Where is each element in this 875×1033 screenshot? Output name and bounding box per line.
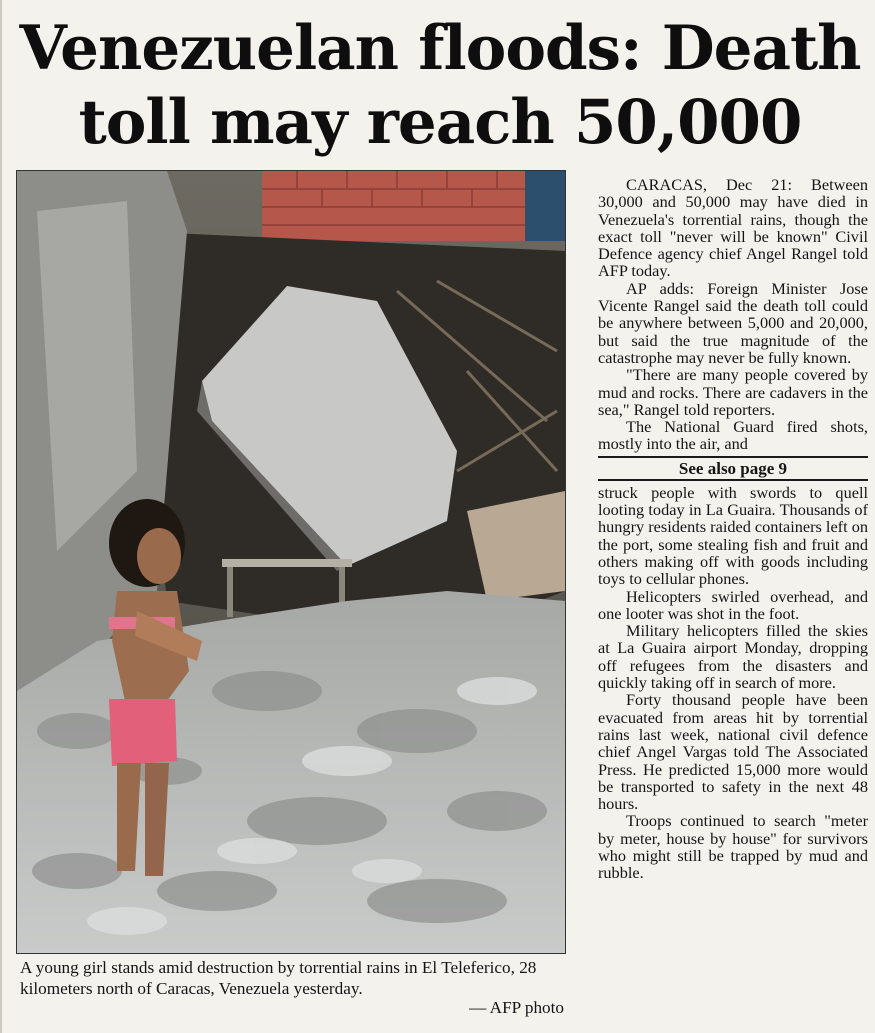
article-paragraph: Military helicopters filled the skies at La Guaira airport Monday, dropping off refugees from the disasters and quickly taking off in search of more. — [598, 621, 868, 693]
headline-line-2: toll may reach 50,000 — [78, 87, 802, 158]
article-paragraph: Troops continued to search "meter by meter, house by house" for survivors who might still be trapped by mud and rubble. — [598, 811, 868, 883]
article-paragraph: The National Guard fired shots, mostly into the air, and — [598, 417, 868, 454]
article-paragraph: AP adds: Foreign Minister Jose Vicente Rangel said the death toll could be anywhere between 5,000 and 20,000, but said the true magnitude of the catastrophe may never be fully known. — [598, 278, 868, 367]
photo-illustration — [17, 171, 565, 953]
see-also-reference: See also page 9 — [598, 456, 868, 481]
headline — [16, 12, 864, 160]
photo-caption: A young girl stands amid destruction by torrential rains in El Teleferico, 28 kilometers north of Caracas, Venezuela yesterday. — [20, 958, 537, 998]
photo-credit: — AFP photo — [469, 998, 564, 1017]
article-paragraph: "There are many people covered by mud and rocks. There are cadavers in the sea," Rangel told reporters. — [598, 365, 868, 419]
article-paragraph: Forty thousand people have been evacuated from areas hit by torrential rains last week, national civil defence chief Angel Vargas told The Associated Press. He predicted 15,000 more would be transported to safety in the next 48 hours. — [598, 690, 868, 814]
article-paragraph: Helicopters swirled overhead, and one looter was shot in the foot. — [598, 586, 868, 623]
headline-line-1: Venezuelan floods: Death — [19, 13, 861, 84]
article-body — [598, 176, 868, 882]
news-photo — [16, 170, 566, 954]
article-paragraph: CARACAS, Dec 21: Between 30,000 and 50,000 may have died in Venezuela's torrential rains, though the exact toll "never will be known" Civil Defence agency chief Angel Rangel told AFP today. — [598, 175, 868, 281]
article-paragraph: struck people with swords to quell looting today in La Guaira. Thousands of hungry residents raided containers left on the port, some stealing fish and fruit and others making off with goods including toys to cellular phones. — [598, 482, 868, 589]
